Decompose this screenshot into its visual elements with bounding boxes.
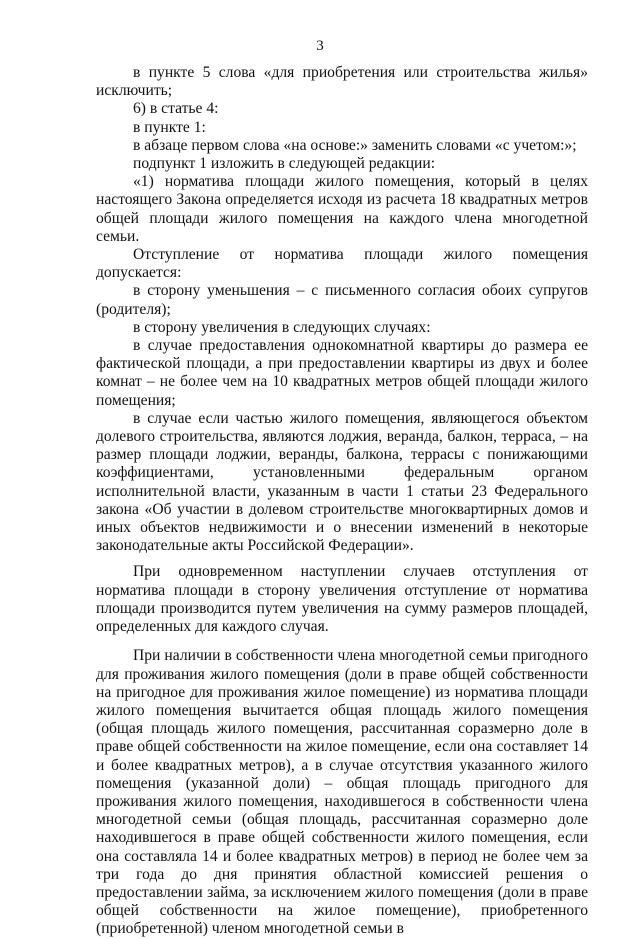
paragraph: При наличии в собственности члена многодетной семьи пригодного для проживания жилого помещения (доли в праве общей собственности на пригодное для проживания жилое помещение) из норматива площади жилого помещения вычитается общая площадь жилого помещения (общая площадь жилого помещения, рассчитанная соразмерно доле в праве общей собственности на жилое помещение, если она составляет 14 и более квадратных метров), а в случае отсутствия указанного жилого помещения (указанной доли) – общая площадь пригодного для проживания жилого помещения, находившегося в собственности члена многодетной семьи (общая площадь, рассчитанная соразмерно доле находившегося в праве общей собственности жилого помещения, если она составляла 14 и более квадратных метров) в период не более чем за три года до дня принятия областной комиссией решения о предоставлении займа, за исключением жилого помещения (доли в праве общей собственности на жилое помещение), приобретенного (приобретенной) членом многодетной семьи в xyxy=(96,647,588,938)
document-body xyxy=(96,64,588,939)
page-number: 3 xyxy=(316,38,324,54)
paragraph: Отступление от норматива площади жилого помещения допускается: xyxy=(96,246,588,282)
paragraph: При одновременном наступлении случаев отступления от норматива площади в сторону увеличения отступление от норматива площади производится путем увеличения на сумму размеров площадей, определенных для каждого случая. xyxy=(96,563,588,636)
paragraph: 6) в статье 4: xyxy=(133,100,219,118)
paragraph: в пункте 5 слова «для приобретения или строительства жилья» исключить; xyxy=(96,64,588,100)
paragraph: «1) норматива площади жилого помещения, который в целях настоящего Закона определяется исходя из расчета 18 квадратных метров общей площади жилого помещения на каждого члена многодетной семьи. xyxy=(96,173,588,245)
paragraph: подпункт 1 изложить в следующей редакции: xyxy=(133,155,436,173)
paragraph: в абзаце первом слова «на основе:» заменить словами «с учетом:»; xyxy=(133,136,577,154)
paragraph: в случае если частью жилого помещения, являющегося объектом долевого строительства, являются лоджия, веранда, балкон, терраса, – на размер площади лоджии, веранды, балкона, террасы с понижающими коэффициентами, установленными федеральным органом исполнительной власти, указанным в части 1 статьи 23 Федерального закона «Об участии в долевом строительстве многоквартирных домов и иных объектов недвижимости и о внесении изменений в некоторые законодательные акты Российской Федерации». xyxy=(96,409,588,555)
paragraph: в сторону увеличения в следующих случаях: xyxy=(133,318,431,336)
paragraph: в случае предоставления однокомнатной квартиры до размера ее фактической площади, а при предоставлении квартиры из двух и более комнат – не более чем на 10 квадратных метров общей площади жилого помещения; xyxy=(96,337,588,409)
paragraph: в пункте 1: xyxy=(133,118,206,136)
paragraph: в сторону уменьшения – с письменного согласия обоих супругов (родителя); xyxy=(96,282,588,318)
